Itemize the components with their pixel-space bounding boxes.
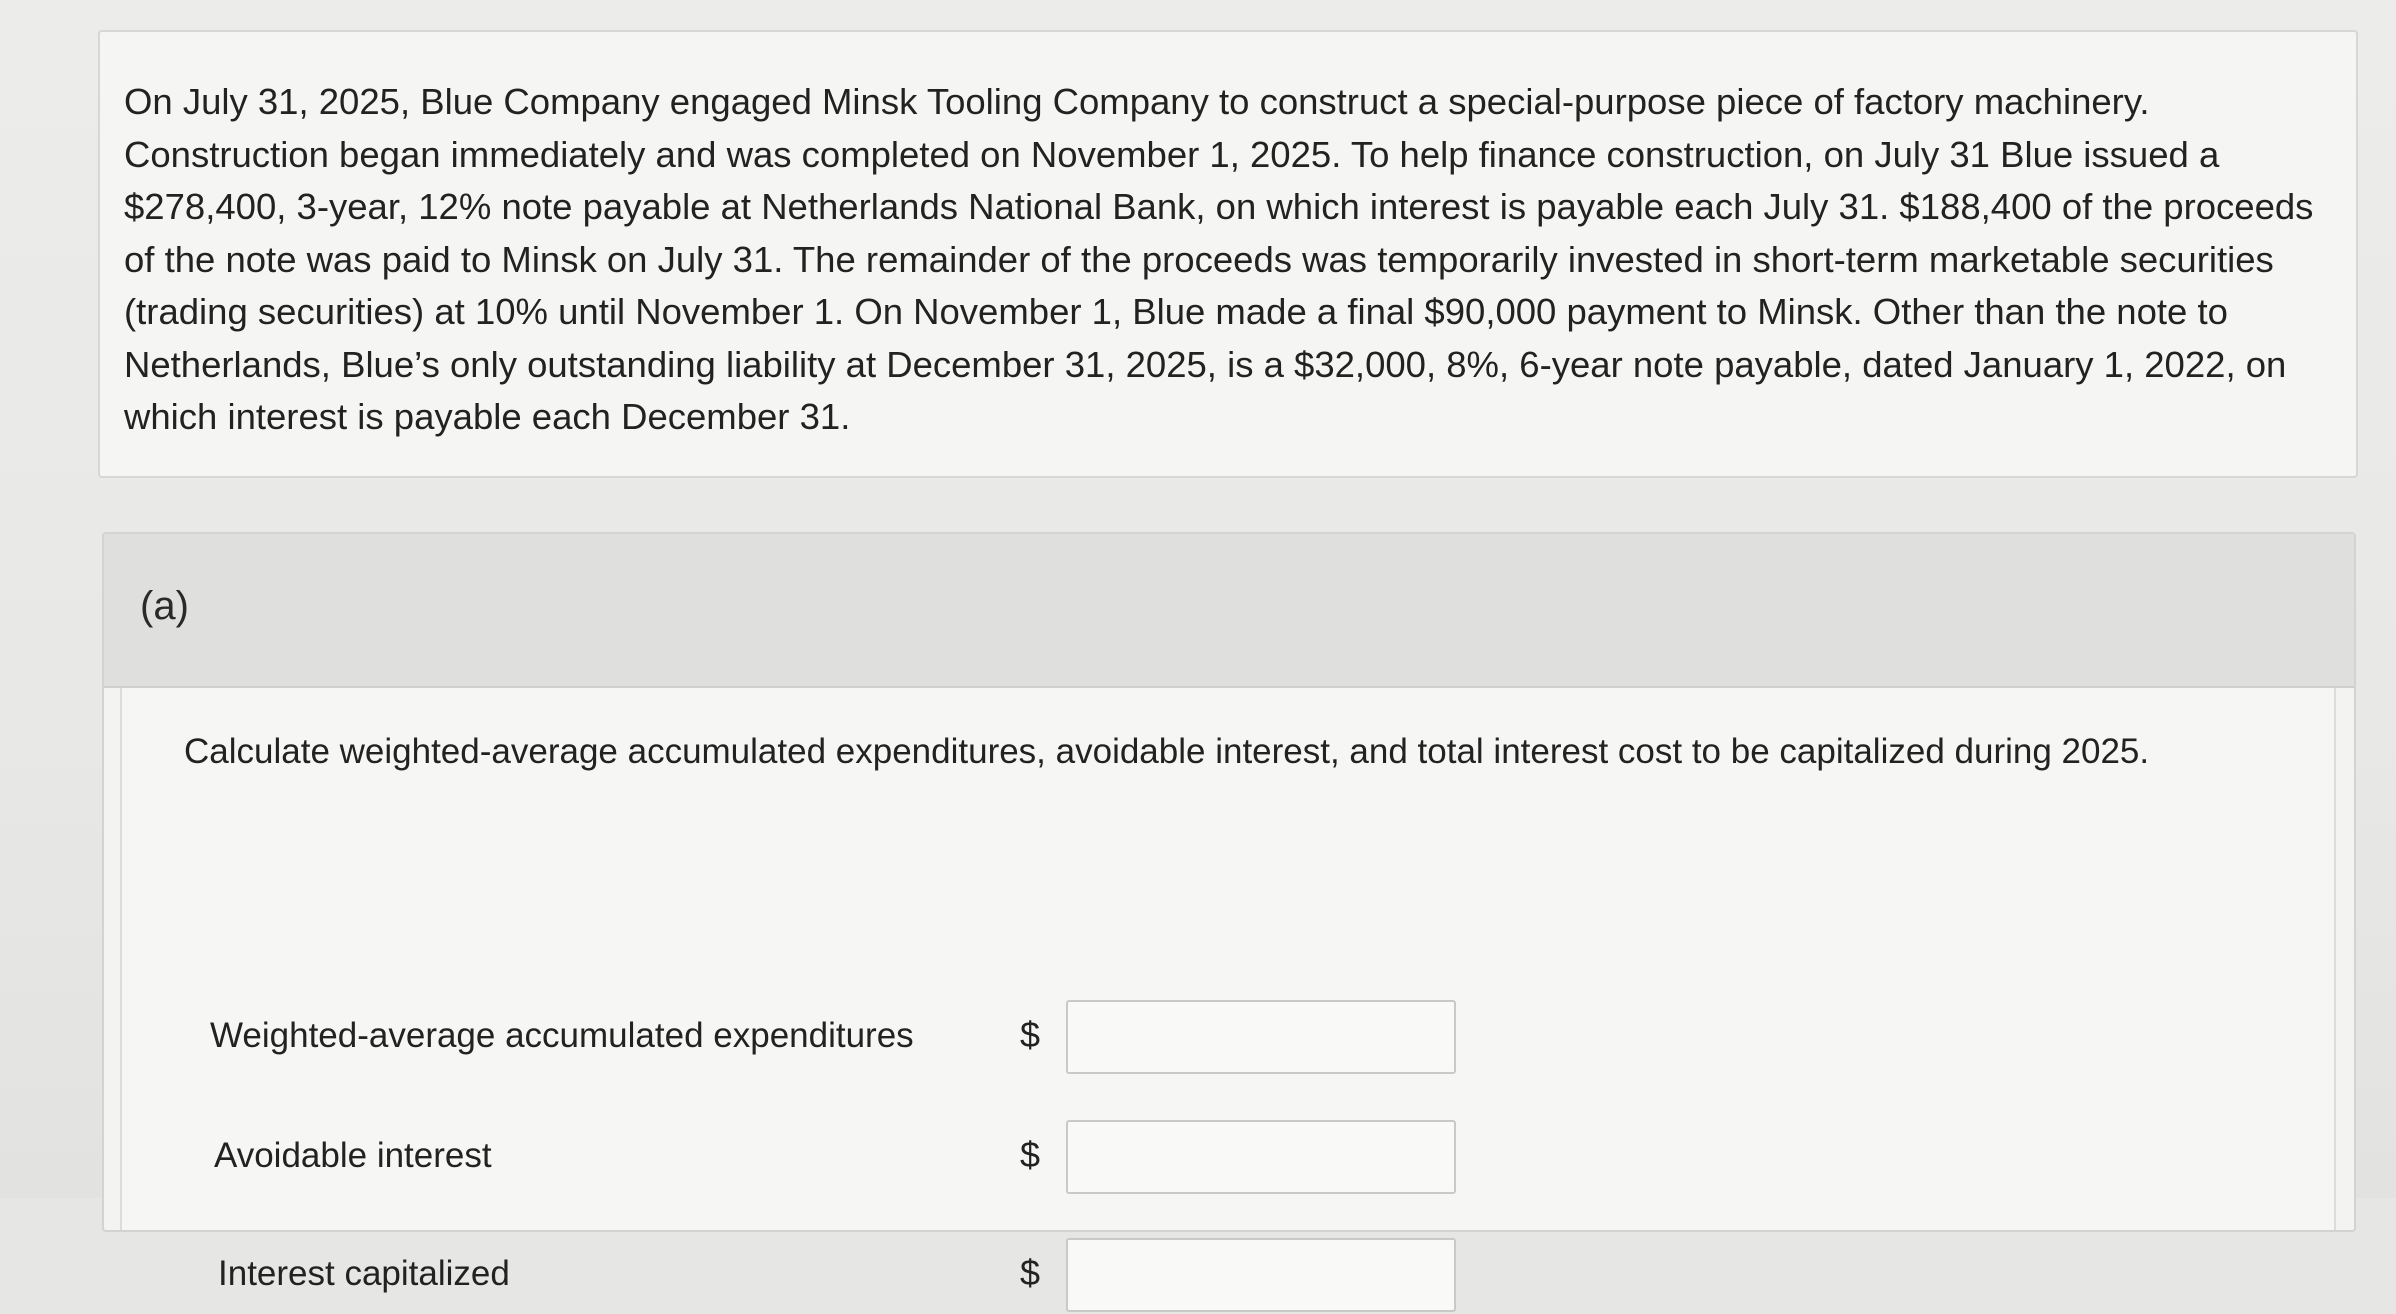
weighted-average-expenditures-label: Weighted-average accumulated expenditures	[210, 1016, 914, 1055]
currency-symbol: $	[1020, 1252, 1041, 1293]
avoidable-interest-row	[122, 1120, 2334, 1196]
problem-statement-card	[98, 30, 2358, 478]
interest-capitalized-row	[122, 1238, 2334, 1314]
part-a-body	[120, 688, 2336, 1293]
avoidable-interest-input[interactable]	[1066, 1120, 1456, 1194]
avoidable-interest-label: Avoidable interest	[214, 1136, 492, 1175]
currency-symbol: $	[1020, 1134, 1041, 1175]
part-label: (a)	[140, 584, 189, 628]
part-a-card	[102, 532, 2356, 1293]
part-a-header	[104, 534, 2354, 688]
interest-capitalized-input[interactable]	[1066, 1238, 1456, 1312]
problem-text: On July 31, 2025, Blue Company engaged Minsk Tooling Company to construct a special-purpose piece of factory machinery. Construction began immediately and was completed on November 1, 2025. To help finance construction, on July 31 Blue issued a $278,400, 3-year, 12% note payable at Netherlands National Bank, on which interest is payable each July 31. $188,400 of the proceeds of the note was paid to Minsk on July 31. The remainder of the proceeds was temporarily invested in short-term marketable securities (trading securities) at 10% until November 1. On November 1, Blue made a final $90,000 payment to Minsk. Other than the note to Netherlands, Blue’s only outstanding liability at December 31, 2025, is a $32,000, 8%, 6-year note payable, dated January 1, 2022, on which interest is payable each December 31.	[124, 81, 2314, 437]
part-instruction: Calculate weighted-average accumulated expenditures, avoidable interest, and total interest cost to be capitalized during 2025.	[184, 732, 2150, 771]
interest-capitalized-label: Interest capitalized	[218, 1254, 510, 1293]
weighted-average-expenditures-input[interactable]	[1066, 1000, 1456, 1074]
currency-symbol: $	[1020, 1014, 1041, 1055]
weighted-average-expenditures-row	[122, 1000, 2334, 1076]
